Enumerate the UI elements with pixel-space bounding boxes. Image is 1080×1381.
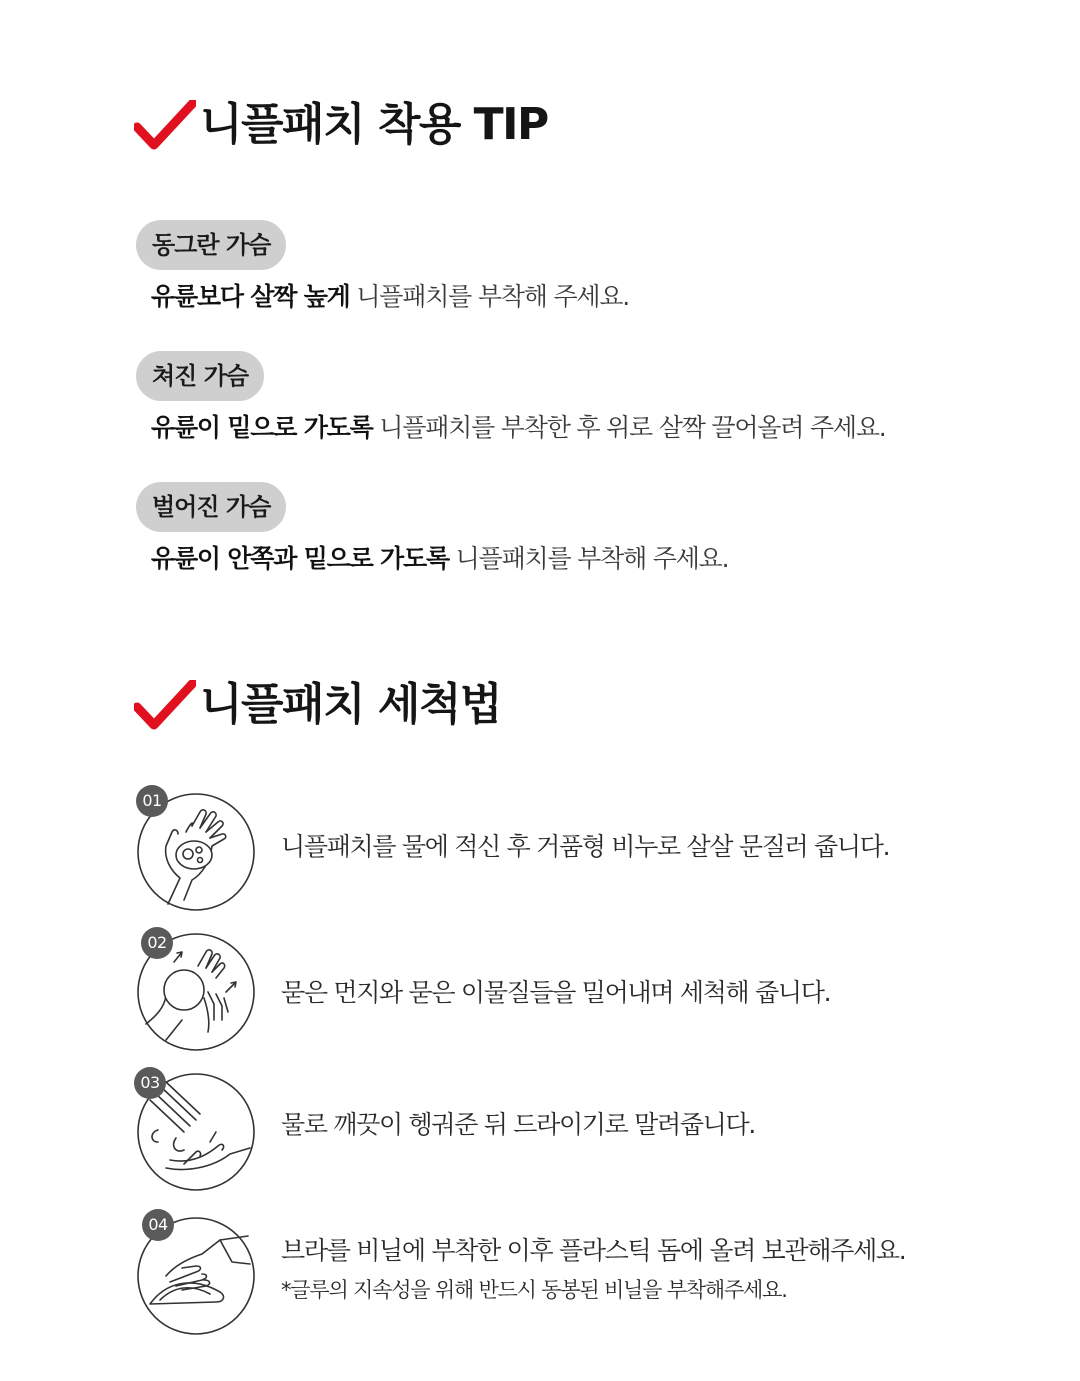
- tip-desc-round-bold: 유륜보다 살짝 높게: [151, 282, 350, 311]
- tip-desc-sagging: [151, 413, 886, 443]
- step-text-1: 니플패치를 물에 적신 후 거품형 비누로 살살 문질러 줍니다.: [281, 832, 890, 861]
- step-text-4: 브라를 비닐에 부착한 이후 플라스틱 돔에 올려 보관해주세요.: [281, 1236, 906, 1265]
- tip-desc-wide-rest: 니플패치를 부착해 주세요.: [448, 544, 729, 573]
- tip-label-wide: 벌어진 가슴: [136, 482, 286, 532]
- checkmark-icon: [134, 680, 196, 730]
- tip-desc-round-rest: 니플패치를 부착해 주세요.: [349, 282, 630, 311]
- tip-label-round: 동그란 가슴: [136, 220, 286, 270]
- step-text-2: 묻은 먼지와 묻은 이물질들을 밀어내며 세척해 줍니다.: [281, 978, 831, 1007]
- tip-section-title: [134, 100, 548, 150]
- step-number-badge: 01: [136, 785, 168, 817]
- step-number-badge: 04: [142, 1209, 174, 1241]
- checkmark-icon: [134, 100, 196, 150]
- step-text-3: 물로 깨끗이 헹궈준 뒤 드라이기로 말려줍니다.: [281, 1110, 756, 1139]
- step-number-badge: 02: [141, 927, 173, 959]
- wash-section-title: [134, 680, 501, 730]
- wash-title-text: 니플패치 세척법: [200, 679, 501, 730]
- tip-desc-sagging-bold: 유륜이 밑으로 가도록: [151, 413, 373, 442]
- tip-desc-sagging-rest: 니플패치를 부착한 후 위로 살짝 끌어올려 주세요.: [372, 413, 886, 442]
- tip-desc-round: [151, 282, 629, 312]
- tip-label-sagging: 쳐진 가슴: [136, 351, 264, 401]
- tip-title-text: 니플패치 착용 TIP: [200, 99, 548, 150]
- tip-desc-wide-bold: 유륜이 안쪽과 밑으로 가도록: [151, 544, 449, 573]
- step-number-badge: 03: [134, 1067, 166, 1099]
- step-note-4: *글루의 지속성을 위해 반드시 동봉된 비닐을 부착해주세요.: [281, 1278, 787, 1302]
- tip-desc-wide: [151, 544, 728, 574]
